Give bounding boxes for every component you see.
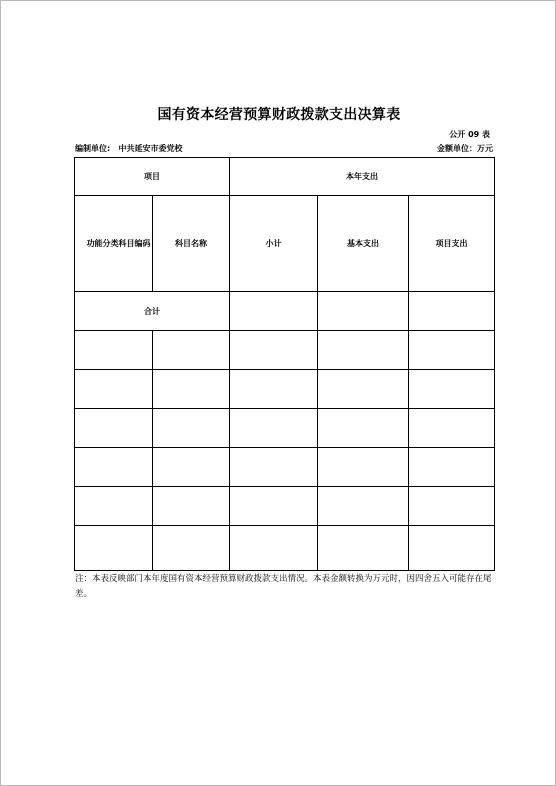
form-number: 公开 09 表 bbox=[449, 130, 490, 139]
table-row bbox=[75, 448, 495, 487]
col-project-header: 项目支出 bbox=[409, 196, 495, 292]
amount-unit: 金额单位：万元 bbox=[437, 144, 493, 153]
column-header-row bbox=[75, 196, 495, 292]
total-project-cell bbox=[409, 292, 495, 331]
document-title: 国有资本经营预算财政拨款支出决算表 bbox=[157, 107, 401, 123]
footnote: 注：本表反映部门本年度国有资本经营预算财政拨款支出情况。本表金额转换为万元时，因四舍五入可能存在尾差。 bbox=[75, 574, 492, 599]
table-cell bbox=[153, 448, 230, 487]
table-header-row bbox=[75, 158, 495, 196]
table-row bbox=[75, 409, 495, 448]
table-cell bbox=[409, 331, 495, 370]
table-row bbox=[75, 331, 495, 370]
table-cell bbox=[75, 487, 153, 526]
table-cell bbox=[230, 370, 318, 409]
table-cell bbox=[153, 487, 230, 526]
table-cell bbox=[230, 448, 318, 487]
total-row bbox=[75, 292, 495, 331]
col-code-header: 功能分类科目编码 bbox=[75, 196, 153, 292]
table-cell bbox=[230, 487, 318, 526]
table-row bbox=[75, 487, 495, 526]
table-cell bbox=[409, 526, 495, 571]
header-year-cell: 本年支出 bbox=[230, 158, 495, 196]
total-label: 合计 bbox=[75, 292, 230, 331]
table-cell bbox=[75, 409, 153, 448]
table-cell bbox=[153, 409, 230, 448]
table-cell bbox=[75, 331, 153, 370]
total-basic-cell bbox=[318, 292, 409, 331]
col-subtotal-header: 小计 bbox=[230, 196, 318, 292]
table-cell bbox=[75, 526, 153, 571]
total-subtotal-cell bbox=[230, 292, 318, 331]
table-cell bbox=[318, 331, 409, 370]
col-basic-header: 基本支出 bbox=[318, 196, 409, 292]
table-cell bbox=[318, 409, 409, 448]
table-cell bbox=[153, 526, 230, 571]
table-cell bbox=[75, 370, 153, 409]
table-cell bbox=[409, 448, 495, 487]
table-cell bbox=[409, 487, 495, 526]
table-cell bbox=[318, 487, 409, 526]
col-name-header: 科目名称 bbox=[153, 196, 230, 292]
table-cell bbox=[409, 370, 495, 409]
table-cell bbox=[318, 370, 409, 409]
table-cell bbox=[230, 409, 318, 448]
compiling-unit: 编制单位: 中共延安市委党校 bbox=[75, 144, 183, 153]
expenditure-table bbox=[74, 157, 495, 571]
table-row bbox=[75, 370, 495, 409]
table-cell bbox=[75, 448, 153, 487]
table-cell bbox=[409, 409, 495, 448]
unit-info-row bbox=[75, 143, 493, 155]
table-cell bbox=[153, 331, 230, 370]
table-row bbox=[75, 526, 495, 571]
table-cell bbox=[230, 526, 318, 571]
table-cell bbox=[230, 331, 318, 370]
header-item-cell: 项目 bbox=[75, 158, 230, 196]
table-cell bbox=[153, 370, 230, 409]
table-cell bbox=[318, 448, 409, 487]
table-cell bbox=[318, 526, 409, 571]
